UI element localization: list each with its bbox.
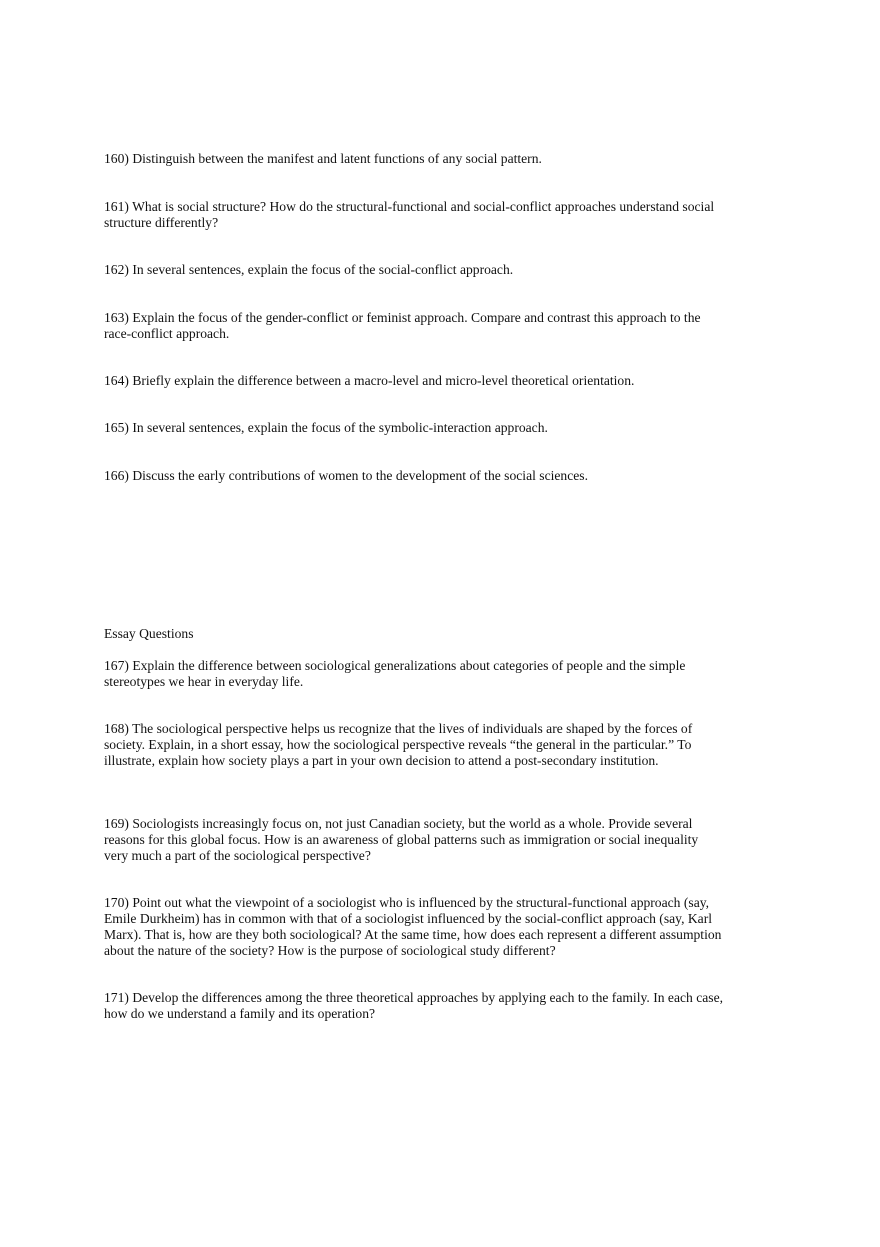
- question-160: 160) Distinguish between the manifest and latent functions of any social pattern.: [104, 151, 542, 166]
- question-161: 161) What is social structure? How do the structural-functional and social-conflict approaches understand social structure differently?: [104, 199, 715, 230]
- question-162: 162) In several sentences, explain the focus of the social-conflict approach.: [104, 262, 514, 277]
- question-171: 171) Develop the differences among the three theoretical approaches by applying each to the family. In each case, how do we understand a family and its operation?: [104, 990, 724, 1021]
- question-170: 170) Point out what the viewpoint of a sociologist who is influenced by the structural-functional approach (say, Emile Durkheim) has in common with that of a sociologist influenced by the social-conflict approach (say, Karl Marx). That is, how are they both sociological? At the same time, how does each represent a different assumption about the nature of the society? How is the purpose of sociological study different?: [104, 895, 722, 958]
- question-166: 166) Discuss the early contributions of women to the development of the social sciences.: [104, 468, 588, 483]
- question-163: 163) Explain the focus of the gender-conflict or feminist approach. Compare and contrast this approach to the race-conflict approach.: [104, 310, 701, 341]
- question-168: 168) The sociological perspective helps us recognize that the lives of individuals are shaped by the forces of society. Explain, in a short essay, how the sociological perspective reveals “the general in the particular.” To illustrate, explain how society plays a part in your own decision to attend a post-secondary institution.: [104, 721, 693, 768]
- question-167: 167) Explain the difference between sociological generalizations about categories of people and the simple stereotypes we hear in everyday life.: [104, 658, 686, 689]
- question-164: 164) Briefly explain the difference between a macro-level and micro-level theoretical orientation.: [104, 373, 635, 388]
- essay-questions-heading: Essay Questions: [104, 626, 194, 641]
- question-169: 169) Sociologists increasingly focus on, not just Canadian society, but the world as a whole. Provide several reasons for this global focus. How is an awareness of global patterns such as immigration or social inequality very much a part of the sociological perspective?: [104, 816, 699, 863]
- question-165: 165) In several sentences, explain the focus of the symbolic-interaction approach.: [104, 420, 548, 435]
